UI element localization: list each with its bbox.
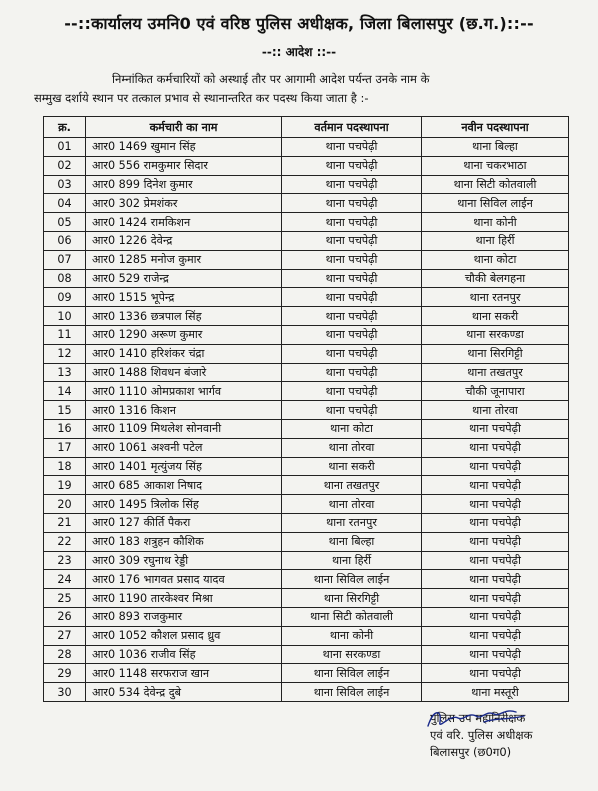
new-posting-cell: थाना पचपेढ़ी: [422, 476, 569, 495]
order-heading: --:: आदेश ::--: [261, 45, 337, 59]
table-row: [44, 288, 569, 307]
table-row: [44, 363, 569, 382]
new-posting-cell: थाना पचपेढ़ी: [422, 532, 569, 551]
new-posting-cell: थाना सरकण्डा: [422, 325, 569, 344]
current-posting-cell: थाना सकरी: [282, 457, 422, 476]
new-posting-cell: थाना रतनपुर: [422, 288, 569, 307]
current-posting-cell: थाना पचपेढ़ी: [282, 250, 422, 269]
serial-cell: 16: [44, 419, 86, 438]
table-row: [44, 231, 569, 250]
serial-cell: 30: [44, 683, 86, 702]
employee-name-cell: आर0 1495 त्रिलोक सिंह: [86, 495, 282, 514]
signature-designation-line-2: एवं वरि. पुलिस अधीक्षक: [430, 728, 533, 742]
serial-cell: 04: [44, 194, 86, 213]
new-posting-cell: थाना पचपेढ़ी: [422, 419, 569, 438]
serial-cell: 17: [44, 438, 86, 457]
serial-cell: 29: [44, 664, 86, 683]
current-posting-cell: थाना रतनपुर: [282, 513, 422, 532]
new-posting-cell: थाना बिल्हा: [422, 138, 569, 157]
new-posting-cell: थाना पचपेढ़ी: [422, 551, 569, 570]
current-posting-cell: थाना तोरवा: [282, 495, 422, 514]
table-row: [44, 551, 569, 570]
signature-block: [430, 710, 532, 761]
table-row: [44, 457, 569, 476]
serial-cell: 18: [44, 457, 86, 476]
table-row: [44, 570, 569, 589]
current-posting-cell: थाना पचपेढ़ी: [282, 156, 422, 175]
intro-line-1: निम्नांकित कर्मचारियों को अस्थाई तौर पर आगामी आदेश पर्यन्त उनके नाम के: [112, 72, 430, 86]
column-header-employee-name: कर्मचारी का नाम: [86, 117, 282, 138]
table-row: [44, 589, 569, 608]
table-row: [44, 419, 569, 438]
serial-cell: 24: [44, 570, 86, 589]
current-posting-cell: थाना तोरवा: [282, 438, 422, 457]
current-posting-cell: थाना सिरगिट्टी: [282, 589, 422, 608]
table-row: [44, 307, 569, 326]
serial-cell: 13: [44, 363, 86, 382]
signature-designation-line-1: पुलिस उप महानिरीक्षक: [430, 711, 526, 725]
current-posting-cell: थाना पचपेढ़ी: [282, 213, 422, 232]
serial-cell: 14: [44, 382, 86, 401]
employee-name-cell: आर0 556 रामकुमार सिदार: [86, 156, 282, 175]
table-row: [44, 382, 569, 401]
serial-cell: 21: [44, 513, 86, 532]
new-posting-cell: थाना पचपेढ़ी: [422, 626, 569, 645]
transfer-table: [43, 116, 569, 702]
new-posting-cell: थाना पचपेढ़ी: [422, 607, 569, 626]
employee-name-cell: आर0 1336 छत्रपाल सिंह: [86, 307, 282, 326]
table-row: [44, 664, 569, 683]
current-posting-cell: थाना कोटा: [282, 419, 422, 438]
employee-name-cell: आर0 1148 सरफराज खान: [86, 664, 282, 683]
serial-cell: 27: [44, 626, 86, 645]
new-posting-cell: थाना तखतपुर: [422, 363, 569, 382]
new-posting-cell: थाना तोरवा: [422, 401, 569, 420]
employee-name-cell: आर0 685 आकाश निषाद: [86, 476, 282, 495]
new-posting-cell: थाना पचपेढ़ी: [422, 645, 569, 664]
serial-cell: 11: [44, 325, 86, 344]
employee-name-cell: आर0 183 शत्रुहन कौशिक: [86, 532, 282, 551]
employee-name-cell: आर0 176 भागवत प्रसाद यादव: [86, 570, 282, 589]
column-header-serial: क्र.: [44, 117, 86, 138]
employee-name-cell: आर0 529 राजेन्द्र: [86, 269, 282, 288]
new-posting-cell: थाना सिविल लाईन: [422, 194, 569, 213]
table-row: [44, 325, 569, 344]
serial-cell: 07: [44, 250, 86, 269]
new-posting-cell: थाना पचपेढ़ी: [422, 664, 569, 683]
employee-name-cell: आर0 127 कीर्ति पैकरा: [86, 513, 282, 532]
new-posting-cell: थाना मस्तूरी: [422, 683, 569, 702]
table-row: [44, 683, 569, 702]
new-posting-cell: थाना पचपेढ़ी: [422, 570, 569, 589]
table-row: [44, 138, 569, 157]
column-header-new-posting: नवीन पदस्थापना: [422, 117, 569, 138]
table-row: [44, 250, 569, 269]
employee-name-cell: आर0 1036 राजीव सिंह: [86, 645, 282, 664]
serial-cell: 05: [44, 213, 86, 232]
new-posting-cell: थाना पचपेढ़ी: [422, 438, 569, 457]
new-posting-cell: थाना कोनी: [422, 213, 569, 232]
table-row: [44, 513, 569, 532]
current-posting-cell: थाना तखतपुर: [282, 476, 422, 495]
serial-cell: 22: [44, 532, 86, 551]
current-posting-cell: थाना पचपेढ़ी: [282, 194, 422, 213]
employee-name-cell: आर0 893 राजकुमार: [86, 607, 282, 626]
employee-name-cell: आर0 1469 खुमान सिंह: [86, 138, 282, 157]
table-row: [44, 344, 569, 363]
signature-scribble-icon: [424, 704, 534, 734]
current-posting-cell: थाना पचपेढ़ी: [282, 269, 422, 288]
new-posting-cell: थाना सकरी: [422, 307, 569, 326]
employee-name-cell: आर0 1401 मृत्युंजय सिंह: [86, 457, 282, 476]
new-posting-cell: थाना पचपेढ़ी: [422, 589, 569, 608]
current-posting-cell: थाना पचपेढ़ी: [282, 325, 422, 344]
table-header-row: [44, 117, 569, 138]
current-posting-cell: थाना पचपेढ़ी: [282, 382, 422, 401]
table-row: [44, 156, 569, 175]
employee-name-cell: आर0 1515 भूपेन्द्र: [86, 288, 282, 307]
employee-name-cell: आर0 1061 अश्वनी पटेल: [86, 438, 282, 457]
table-row: [44, 194, 569, 213]
serial-cell: 15: [44, 401, 86, 420]
new-posting-cell: थाना चकरभाठा: [422, 156, 569, 175]
current-posting-cell: थाना पचपेढ़ी: [282, 401, 422, 420]
table-row: [44, 607, 569, 626]
employee-name-cell: आर0 302 प्रेमशंकर: [86, 194, 282, 213]
table-row: [44, 532, 569, 551]
current-posting-cell: थाना पचपेढ़ी: [282, 307, 422, 326]
employee-name-cell: आर0 1110 ओमप्रकाश भार्गव: [86, 382, 282, 401]
serial-cell: 03: [44, 175, 86, 194]
current-posting-cell: थाना सरकण्डा: [282, 645, 422, 664]
new-posting-cell: चौकी जूनापारा: [422, 382, 569, 401]
serial-cell: 28: [44, 645, 86, 664]
current-posting-cell: थाना पचपेढ़ी: [282, 175, 422, 194]
employee-name-cell: आर0 1424 रामकिशन: [86, 213, 282, 232]
serial-cell: 19: [44, 476, 86, 495]
serial-cell: 02: [44, 156, 86, 175]
current-posting-cell: थाना कोनी: [282, 626, 422, 645]
serial-cell: 09: [44, 288, 86, 307]
employee-name-cell: आर0 1109 मिथलेश सोनवानी: [86, 419, 282, 438]
employee-name-cell: आर0 899 दिनेश कुमार: [86, 175, 282, 194]
serial-cell: 10: [44, 307, 86, 326]
employee-name-cell: आर0 1410 हरिशंकर चंद्रा: [86, 344, 282, 363]
new-posting-cell: थाना पचपेढ़ी: [422, 495, 569, 514]
employee-name-cell: आर0 1190 तारकेश्वर मिश्रा: [86, 589, 282, 608]
serial-cell: 25: [44, 589, 86, 608]
table-row: [44, 213, 569, 232]
employee-name-cell: आर0 1290 अरूण कुमार: [86, 325, 282, 344]
table-row: [44, 476, 569, 495]
current-posting-cell: थाना सिविल लाईन: [282, 664, 422, 683]
table-row: [44, 495, 569, 514]
new-posting-cell: थाना पचपेढ़ी: [422, 513, 569, 532]
signature-designation-line-3: बिलासपुर (छ0ग0): [430, 745, 512, 759]
current-posting-cell: थाना हिर्री: [282, 551, 422, 570]
current-posting-cell: थाना बिल्हा: [282, 532, 422, 551]
employee-name-cell: आर0 1316 किशन: [86, 401, 282, 420]
serial-cell: 26: [44, 607, 86, 626]
new-posting-cell: थाना सिटी कोतवाली: [422, 175, 569, 194]
current-posting-cell: थाना सिविल लाईन: [282, 570, 422, 589]
table-row: [44, 626, 569, 645]
employee-name-cell: आर0 1488 शिवधन बंजारे: [86, 363, 282, 382]
table-row: [44, 438, 569, 457]
new-posting-cell: थाना पचपेढ़ी: [422, 457, 569, 476]
column-header-current-posting: वर्तमान पदस्थापना: [282, 117, 422, 138]
table-row: [44, 401, 569, 420]
employee-name-cell: आर0 1285 मनोज कुमार: [86, 250, 282, 269]
employee-name-cell: आर0 309 रघुनाथ रेड्डी: [86, 551, 282, 570]
new-posting-cell: थाना कोटा: [422, 250, 569, 269]
current-posting-cell: थाना पचपेढ़ी: [282, 138, 422, 157]
current-posting-cell: थाना सिविल लाईन: [282, 683, 422, 702]
table-row: [44, 645, 569, 664]
current-posting-cell: थाना पचपेढ़ी: [282, 344, 422, 363]
new-posting-cell: थाना सिरगिट्टी: [422, 344, 569, 363]
current-posting-cell: थाना पचपेढ़ी: [282, 363, 422, 382]
current-posting-cell: थाना पचपेढ़ी: [282, 231, 422, 250]
new-posting-cell: थाना हिर्री: [422, 231, 569, 250]
table-row: [44, 175, 569, 194]
serial-cell: 06: [44, 231, 86, 250]
current-posting-cell: थाना सिटी कोतवाली: [282, 607, 422, 626]
employee-name-cell: आर0 1052 कौशल प्रसाद ध्रुव: [86, 626, 282, 645]
new-posting-cell: चौकी बेलगहना: [422, 269, 569, 288]
serial-cell: 20: [44, 495, 86, 514]
current-posting-cell: थाना पचपेढ़ी: [282, 288, 422, 307]
serial-cell: 12: [44, 344, 86, 363]
serial-cell: 01: [44, 138, 86, 157]
employee-name-cell: आर0 1226 देवेन्द्र: [86, 231, 282, 250]
table-row: [44, 269, 569, 288]
intro-line-2: सम्मुख दर्शाये स्थान पर तत्काल प्रभाव से स्थानान्तरित कर पदस्थ किया जाता है :-: [34, 91, 369, 105]
employee-name-cell: आर0 534 देवेन्द्र दुबे: [86, 683, 282, 702]
serial-cell: 23: [44, 551, 86, 570]
serial-cell: 08: [44, 269, 86, 288]
office-title: --::कार्यालय उमनि0 एवं वरिष्ठ पुलिस अधीक्षक, जिला बिलासपुर (छ.ग.)::--: [64, 14, 534, 33]
